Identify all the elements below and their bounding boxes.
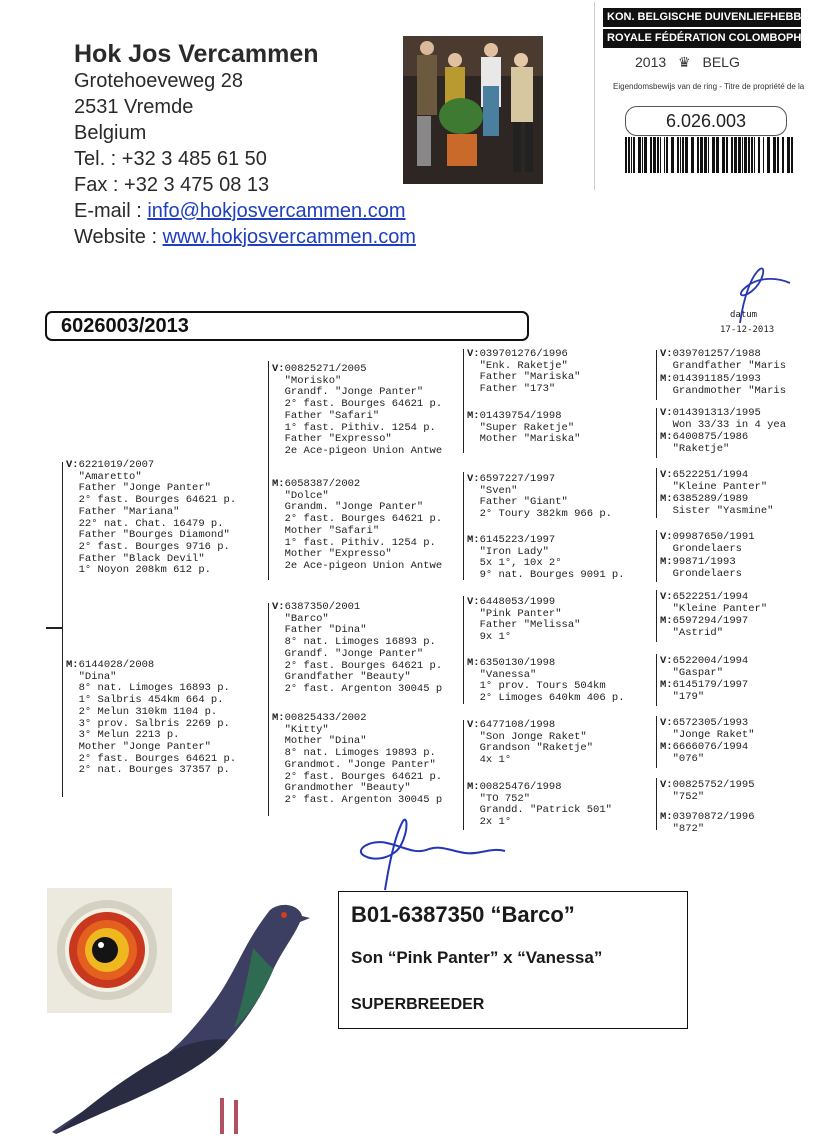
pedigree-line: Grandmother "Maris bbox=[672, 384, 787, 397]
pedigree-line: 1° prov. Tours 504km bbox=[479, 680, 606, 693]
pedigree-line: Mother "Dina" bbox=[284, 735, 367, 748]
barcode-bar bbox=[671, 137, 674, 173]
pedigree-line: 1° fast. Pithiv. 1254 p. bbox=[284, 536, 436, 549]
gen4-block bbox=[660, 374, 786, 397]
gen2-block bbox=[272, 713, 442, 807]
barcode-bar bbox=[680, 137, 681, 173]
bracket-gen3-3 bbox=[463, 596, 464, 704]
ring-number-line: 6385289/1989 bbox=[672, 493, 749, 505]
pedigree-line: 8° nat. Limoges 19893 p. bbox=[284, 747, 436, 760]
barcode-bar bbox=[738, 137, 741, 173]
bracket-gen3-1 bbox=[463, 349, 464, 453]
parent-label: V: bbox=[660, 779, 673, 791]
fax-number: Fax : +32 3 475 08 13 bbox=[74, 174, 270, 196]
sire-block bbox=[66, 460, 236, 577]
pedigree-line: Father "Bourges Diamond" bbox=[78, 529, 230, 542]
barcode-bar bbox=[748, 137, 750, 173]
ring-number-line: 6597294/1997 bbox=[672, 615, 749, 627]
parent-label: V: bbox=[467, 348, 480, 360]
pedigree-line: "Raketje" bbox=[672, 442, 730, 455]
pedigree-line: 2° fast. Bourges 9716 p. bbox=[78, 540, 230, 553]
barcode-bar bbox=[638, 137, 641, 173]
pedigree-line: "Sven" bbox=[479, 484, 518, 497]
bracket-gen4-3 bbox=[656, 468, 657, 518]
barcode-bar bbox=[625, 137, 627, 173]
signature-bottom bbox=[355, 815, 515, 895]
pedigree-line: "179" bbox=[672, 690, 705, 703]
ring-number-line: 6058387/2002 bbox=[284, 478, 361, 490]
pedigree-line: Grondelaers bbox=[672, 567, 742, 580]
pedigree-line: "Astrid" bbox=[672, 626, 724, 639]
pedigree-line: Grandmother "Beauty" bbox=[284, 782, 411, 795]
parent-label: V: bbox=[660, 407, 673, 419]
bracket-gen2-top bbox=[268, 361, 269, 580]
pedigree-line: Grandd. "Patrick 501" bbox=[479, 804, 612, 817]
pedigree-line: 2e Ace-pigeon Union Antwe bbox=[284, 559, 443, 572]
pedigree-line: "Morisko" bbox=[284, 374, 342, 387]
highlight-box bbox=[338, 891, 688, 1029]
barcode-bar bbox=[664, 137, 665, 173]
pedigree-line: Grandmot. "Jonge Panter" bbox=[284, 758, 436, 771]
barcode-bar bbox=[763, 137, 764, 173]
pedigree-line: "Barco" bbox=[284, 612, 329, 625]
pigeon-photo bbox=[48, 888, 308, 1140]
pedigree-line: 2e Ace-pigeon Union Antwe bbox=[284, 444, 443, 457]
bracket-gen4-1 bbox=[656, 350, 657, 400]
gen4-block bbox=[660, 780, 755, 803]
pedigree-line: Father "Mariska" bbox=[479, 371, 581, 384]
ring-subtitle: Eigendomsbewijs van de ring - Titre de propriété de la bbox=[613, 82, 805, 91]
pedigree-line: "TO 752" bbox=[479, 792, 531, 805]
pedigree-line: 4x 1° bbox=[479, 754, 512, 767]
barcode-bar bbox=[691, 137, 694, 173]
bracket-gen4-7 bbox=[656, 716, 657, 768]
bracket-gen3-4 bbox=[463, 720, 464, 830]
parent-label: M: bbox=[660, 373, 673, 385]
barcode-bar bbox=[644, 137, 647, 173]
pedigree-line: 3° Melun 2213 p. bbox=[78, 729, 180, 742]
ring-number-line: 00825476/1998 bbox=[479, 781, 562, 793]
ring-number-line: 03970872/1996 bbox=[672, 811, 755, 823]
barcode-bar bbox=[742, 137, 743, 173]
ring-certificate bbox=[594, 2, 832, 190]
pedigree-line: 2° fast. Bourges 64621 p. bbox=[284, 513, 443, 526]
email-row bbox=[74, 200, 406, 223]
ring-number-line: 00825752/1995 bbox=[672, 779, 755, 791]
pedigree-line: "Dina" bbox=[78, 670, 117, 683]
parent-label: M: bbox=[660, 556, 673, 568]
pedigree-line: 2° Toury 382km 966 p. bbox=[479, 508, 612, 521]
ring-number-line: 6145223/1997 bbox=[479, 534, 556, 546]
website-label: Website : bbox=[74, 226, 163, 248]
ring-number-line: 039701257/1988 bbox=[672, 348, 761, 360]
pedigree-line: Mother "Jonge Panter" bbox=[78, 740, 211, 753]
barcode-bar bbox=[628, 137, 630, 173]
ring-number-line: 6572305/1993 bbox=[672, 717, 749, 729]
barcode-bar bbox=[787, 137, 790, 173]
barcode-bar bbox=[744, 137, 747, 173]
barcode-bar bbox=[754, 137, 755, 173]
pedigree-line: "Pink Panter" bbox=[479, 607, 562, 620]
barcode-bar bbox=[660, 137, 661, 173]
pedigree-line: Grandf. "Jonge Panter" bbox=[284, 647, 424, 660]
ring-number-line: 09987650/1991 bbox=[672, 531, 755, 543]
ring-number-line: 6144028/2008 bbox=[78, 659, 155, 671]
pedigree-line: 1° Salbris 454km 664 p. bbox=[78, 694, 224, 707]
parent-label: M: bbox=[467, 781, 480, 793]
bracket-gen4-5 bbox=[656, 590, 657, 642]
pedigree-line: Father "Mariana" bbox=[78, 505, 180, 518]
parent-label: V: bbox=[660, 348, 673, 360]
pedigree-line: Grandm. "Jonge Panter" bbox=[284, 501, 424, 514]
website-link[interactable]: www.hokjosvercammen.com bbox=[162, 226, 416, 248]
gen3-block bbox=[467, 535, 625, 582]
ring-number: 6.026.003 bbox=[625, 106, 787, 136]
barcode-bar bbox=[777, 137, 779, 173]
parent-label: M: bbox=[660, 741, 673, 753]
parent-label: M: bbox=[272, 478, 285, 490]
gen4-block bbox=[660, 616, 748, 639]
pedigree-line: "Kitty" bbox=[284, 723, 329, 736]
pedigree-line: Grondelaers bbox=[672, 542, 742, 555]
root-tick bbox=[46, 627, 63, 629]
barcode-bar bbox=[697, 137, 699, 173]
parent-label: M: bbox=[467, 657, 480, 669]
parent-label: M: bbox=[660, 493, 673, 505]
pedigree-line: 2° fast. Bourges 64621 p. bbox=[284, 659, 443, 672]
ring-year: 2013 bbox=[635, 54, 667, 70]
parent-label: M: bbox=[660, 811, 673, 823]
email-link[interactable]: info@hokjosvercammen.com bbox=[147, 200, 406, 222]
pedigree-line: 2° Melun 310km 1104 p. bbox=[78, 705, 218, 718]
pedigree-line: Father "Expresso" bbox=[284, 433, 392, 446]
gen4-block bbox=[660, 557, 742, 580]
ring-number-line: 00825433/2002 bbox=[284, 712, 367, 724]
gen4-block bbox=[660, 742, 748, 765]
website-row bbox=[74, 226, 416, 249]
barcode-bar bbox=[642, 137, 643, 173]
gen2-block bbox=[272, 364, 442, 458]
parent-label: M: bbox=[467, 534, 480, 546]
pedigree-line: 2° fast. Argenton 30045 p bbox=[284, 793, 443, 806]
barcode-bar bbox=[782, 137, 784, 173]
pedigree-line: Father "Dina" bbox=[284, 624, 367, 637]
pedigree-line: 1° Noyon 208km 612 p. bbox=[78, 564, 211, 577]
pedigree-line: Father "Giant" bbox=[479, 496, 568, 509]
datum-date: 17-12-2013 bbox=[720, 325, 775, 335]
parent-label: M: bbox=[660, 431, 673, 443]
pedigree-line: 9° nat. Bourges 9091 p. bbox=[479, 569, 625, 582]
pedigree-line: Mother "Expresso" bbox=[284, 548, 392, 561]
ring-number-line: 6477108/1998 bbox=[479, 719, 556, 731]
barcode-bar bbox=[685, 137, 688, 173]
pedigree-line: Won 33/33 in 4 yea bbox=[672, 418, 787, 431]
pedigree-line: 2° fast. Bourges 64621 p. bbox=[78, 752, 237, 765]
ring-number-line: 6597227/1997 bbox=[479, 473, 556, 485]
pedigree-line: "Amaretto" bbox=[78, 470, 142, 483]
gen4-block bbox=[660, 592, 767, 615]
barcode-bar bbox=[773, 137, 776, 173]
ring-number-line: 6522251/1994 bbox=[672, 591, 749, 603]
parent-label: M: bbox=[660, 615, 673, 627]
barcode-bar bbox=[700, 137, 703, 173]
bracket-gen4-6 bbox=[656, 654, 657, 706]
pedigree-line: 2° Limoges 640km 406 p. bbox=[479, 692, 625, 705]
barcode-bar bbox=[657, 137, 659, 173]
parent-label: V: bbox=[660, 469, 673, 481]
gen3-block bbox=[467, 349, 580, 396]
barcode-bar bbox=[682, 137, 684, 173]
pedigree-line: "752" bbox=[672, 790, 705, 803]
breeder-name: Hok Jos Vercammen bbox=[74, 40, 319, 68]
bracket-gen4-2 bbox=[656, 408, 657, 458]
ring-country: BELG bbox=[702, 54, 740, 70]
address-country: Belgium bbox=[74, 122, 147, 144]
pedigree-line: 2° fast. Bourges 64621 p. bbox=[78, 494, 237, 507]
pedigree-line: Father "Black Devil" bbox=[78, 552, 205, 565]
gen4-block bbox=[660, 408, 786, 431]
highlight-subtitle: Son “Pink Panter” x “Vanessa” bbox=[351, 948, 603, 967]
pedigree-line: "Gaspar" bbox=[672, 666, 724, 679]
gen3-block bbox=[467, 658, 625, 705]
parent-label: V: bbox=[660, 717, 673, 729]
barcode-bar bbox=[708, 137, 709, 173]
pedigree-line: "Vanessa" bbox=[479, 668, 537, 681]
barcode-bar bbox=[633, 137, 635, 173]
bracket-gen1 bbox=[62, 462, 63, 797]
pedigree-line: "Son Jonge Raket" bbox=[479, 730, 587, 743]
pedigree-line: 22° nat. Chat. 16479 p. bbox=[78, 517, 224, 530]
pedigree-line: 5x 1°, 10x 2° bbox=[479, 557, 562, 570]
gen3-block bbox=[467, 597, 580, 644]
pedigree-line: Grandfather "Maris bbox=[672, 359, 787, 372]
pedigree-line: "Kleine Panter" bbox=[672, 602, 768, 615]
ring-number-line: 6350130/1998 bbox=[479, 657, 556, 669]
gen4-block bbox=[660, 718, 755, 741]
parent-label: V: bbox=[660, 591, 673, 603]
gen4-block bbox=[660, 349, 786, 372]
gen3-block bbox=[467, 411, 580, 446]
barcode-bar bbox=[677, 137, 679, 173]
bracket-gen4-8 bbox=[656, 778, 657, 830]
barcode-bar bbox=[653, 137, 656, 173]
ring-number-line: 6522004/1994 bbox=[672, 655, 749, 667]
barcode-bar bbox=[791, 137, 793, 173]
pedigree-line: "Dolce" bbox=[284, 489, 329, 502]
ring-number-line: 6666076/1994 bbox=[672, 741, 749, 753]
gen3-block bbox=[467, 720, 593, 767]
parent-label: V: bbox=[660, 531, 673, 543]
barcode-bar bbox=[767, 137, 770, 173]
ring-id: 6026003/2013 bbox=[61, 315, 189, 337]
parent-label: M: bbox=[660, 679, 673, 691]
ring-number-line: 01439754/1998 bbox=[479, 410, 562, 422]
parent-label: V: bbox=[467, 596, 480, 608]
pedigree-line: Father "Safari" bbox=[284, 409, 380, 422]
ring-number-line: 014391313/1995 bbox=[672, 407, 761, 419]
highlight-title: B01-6387350 “Barco” bbox=[351, 902, 575, 927]
parent-label: V: bbox=[272, 601, 285, 613]
ring-title-2: ROYALE FÉDÉRATION COLOMBOPHILE B bbox=[603, 29, 801, 48]
email-label: E-mail : bbox=[74, 200, 148, 222]
ring-number-line: 039701276/1996 bbox=[479, 348, 568, 360]
parent-label: V: bbox=[66, 459, 79, 471]
pedigree-line: 8° nat. Limoges 16893 p. bbox=[284, 636, 436, 649]
gen2-block bbox=[272, 602, 442, 696]
signature-top bbox=[700, 265, 795, 325]
ring-number-line: 6221019/2007 bbox=[78, 459, 155, 471]
pedigree-line: 9x 1° bbox=[479, 631, 512, 644]
ring-number-line: 00825271/2005 bbox=[284, 363, 367, 375]
barcode-bar bbox=[734, 137, 737, 173]
ring-number-line: 6448053/1999 bbox=[479, 596, 556, 608]
barcode-bar bbox=[722, 137, 725, 173]
parent-label: V: bbox=[660, 655, 673, 667]
barcode-bar bbox=[666, 137, 668, 173]
barcode-bar bbox=[631, 137, 632, 173]
ring-number-line: 6400875/1986 bbox=[672, 431, 749, 443]
barcode-bar bbox=[751, 137, 753, 173]
dam-block bbox=[66, 660, 236, 777]
pedigree-line: Sister "Yasmine" bbox=[672, 504, 774, 517]
ring-year-row bbox=[635, 54, 740, 71]
barcode-bar bbox=[716, 137, 719, 173]
gen4-block bbox=[660, 494, 773, 517]
gen4-block bbox=[660, 680, 748, 703]
gen4-block bbox=[660, 812, 755, 835]
ring-number-line: 014391185/1993 bbox=[672, 373, 761, 385]
parent-label: V: bbox=[467, 719, 480, 731]
pedigree-line: "076" bbox=[672, 752, 705, 765]
pedigree-line: 2° nat. Bourges 37357 p. bbox=[78, 764, 230, 777]
phone-number: Tel. : +32 3 485 61 50 bbox=[74, 148, 267, 170]
ring-id-box bbox=[45, 311, 529, 341]
pedigree-line: 2° fast. Bourges 64621 p. bbox=[284, 770, 443, 783]
pedigree-line: 2° fast. Argenton 30045 p bbox=[284, 682, 443, 695]
bracket-gen3-2 bbox=[463, 472, 464, 580]
pedigree-line: Father "Melissa" bbox=[479, 619, 581, 632]
address-street: Grotehoeveweg 28 bbox=[74, 70, 244, 92]
gen4-block bbox=[660, 432, 748, 455]
barcode-bar bbox=[704, 137, 707, 173]
barcode-bar bbox=[731, 137, 733, 173]
pedigree-line: Grandfather "Beauty" bbox=[284, 671, 411, 684]
barcode-bar bbox=[712, 137, 715, 173]
pedigree-line: Grandson "Raketje" bbox=[479, 742, 594, 755]
pedigree-line: "872" bbox=[672, 822, 705, 835]
parent-label: M: bbox=[467, 410, 480, 422]
barcode bbox=[625, 137, 795, 173]
address-city: 2531 Vremde bbox=[74, 96, 194, 118]
ring-number-line: 99871/1993 bbox=[672, 556, 736, 568]
pedigree-line: 8° nat. Limoges 16893 p. bbox=[78, 682, 230, 695]
parent-label: V: bbox=[467, 473, 480, 485]
gen4-block bbox=[660, 470, 767, 493]
ring-title-1: KON. BELGISCHE DUIVENLIEFHEBBERSB bbox=[603, 8, 801, 27]
highlight-tag: SUPERBREEDER bbox=[351, 996, 485, 1013]
ring-number-line: 6522251/1994 bbox=[672, 469, 749, 481]
pedigree-line: 3° prov. Salbris 2269 p. bbox=[78, 717, 230, 730]
ring-number-line: 6387350/2001 bbox=[284, 601, 361, 613]
gen2-block bbox=[272, 479, 442, 573]
pedigree-line: "Kleine Panter" bbox=[672, 480, 768, 493]
bracket-gen2-bottom bbox=[268, 603, 269, 816]
parent-label: V: bbox=[272, 363, 285, 375]
datum-label: datum bbox=[730, 310, 758, 320]
gen4-block bbox=[660, 656, 748, 679]
bracket-gen4-4 bbox=[656, 530, 657, 582]
pedigree-line: Father "Jonge Panter" bbox=[78, 482, 211, 495]
pedigree-line: 2° fast. Bourges 64621 p. bbox=[284, 398, 443, 411]
pedigree-line: 2x 1° bbox=[479, 816, 512, 829]
pedigree-line: Mother "Safari" bbox=[284, 524, 380, 537]
parent-label: M: bbox=[66, 659, 79, 671]
crown-icon: ♛ bbox=[678, 54, 691, 70]
award-photo bbox=[403, 36, 543, 184]
pedigree-line: "Enk. Raketje" bbox=[479, 359, 568, 372]
pedigree-line: Father "173" bbox=[479, 383, 556, 396]
pedigree-line: "Super Raketje" bbox=[479, 421, 575, 434]
pedigree-line: "Jonge Raket" bbox=[672, 728, 755, 741]
pedigree-line: Mother "Mariska" bbox=[479, 433, 581, 446]
parent-label: M: bbox=[272, 712, 285, 724]
pedigree-line: "Iron Lady" bbox=[479, 545, 549, 558]
barcode-bar bbox=[758, 137, 760, 173]
barcode-bar bbox=[650, 137, 652, 173]
ring-number-line: 6145179/1997 bbox=[672, 679, 749, 691]
gen4-block bbox=[660, 532, 755, 555]
pedigree-line: 1° fast. Pithiv. 1254 p. bbox=[284, 421, 436, 434]
gen3-block bbox=[467, 474, 612, 521]
pedigree-line: Grandf. "Jonge Panter" bbox=[284, 386, 424, 399]
barcode-bar bbox=[726, 137, 728, 173]
